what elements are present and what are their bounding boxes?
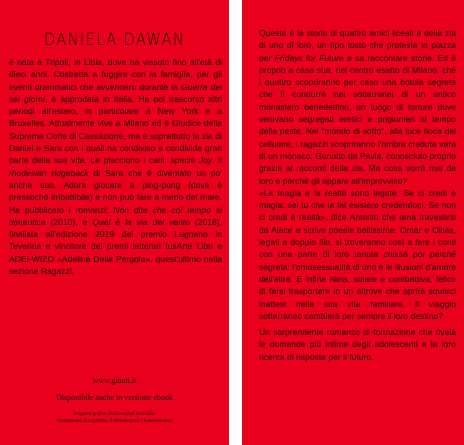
credit-cover: Illustrazione di copertina: © Shutterstock / Evannovostro [57,418,172,423]
bio-italic-book1: Non dite che col tempo si dimentica [9,204,223,227]
credits [0,410,229,424]
bio-text: è nata a Tripoli, in Libia, dove ha vissuto fino all'età di dieci anni. Costretta a fuggire con la famiglia, per gli eventi drammatici che avvennero durante la [9,57,222,92]
bio-text: , è approdata in Italia. Ha poi trascorso altri periodi all'estero, in particolare a New York e a Bruxelles. Attualmente vive a Milano ed è Giudice della Suprema Corte di Cassazione, ma è soprattutto la zia di Daniel e Sara con i quali ha condiviso e condivide gran parte della sua vita. Le piacciono i cani, specie [9,93,222,166]
bio-italic-book2: Qual è la via del vento [92,216,190,227]
synopsis-closing: Un sorprendente romanzo di formazione che rivela le domande più intime degli adolescenti e la loro ricerca di risposte per il futuro. [259,327,456,362]
bio-text: (2018), finalista all'edizione 2019 del premio Lugnano in Teverina e vincitore dei premi letterari IusArte Libri e ADEI-WIZO «Adelina Della Pergola», quest'ultimo nella sezione Ragazzi. [9,216,222,277]
author-name: DANIELA DAWAN [43,30,186,50]
bio-italic-breed: rhodesian ridgeback [9,167,89,178]
author-bio [9,56,222,277]
back-flap-left [0,0,229,445]
synopsis-text: e sa raccontare storie. Ed è proprio a casa sua, nel centro esatto di Milano, che i quattro scopriranno per caso una botola segreta che li condurrà nei sotterranei di un antico monastero benedettino, un luogo di torture dove venivano segregati eretici e prigionieri al tempo della peste. Nel "mondo di sotto", alla luce fioca del cellulare, i ragazzi scopriranno l'ombra creduta vera di un monaco: Gunotto da Pavia, conosciuto proprio grazie ai racconti della zia. Ma cosa vorrà mai da loro e perché gli appare all'improvviso? [259,52,456,186]
bio-text: di Sara che è diventato un po' anche suo. Adora giocare a ping-pong (dove è pressoché imbattibile) e non può fare a meno del mare. Ha pubblicato i romanzi: [9,167,222,215]
credit-design: Progetto grafico: Rocío Isabel González [73,411,156,416]
bio-text: , il [212,155,222,166]
page-gutter [229,0,242,445]
synopsis-text: Questa è la storia di quattro amici liceali e della zia di uno di loro, un tipo tosto che protesta in piazza per [259,28,456,63]
synopsis-text: «La magia e la realtà sono legate. Se ci credi è magia: sei tu che la fai esistere credendoci. Se non ci credi è realtà», dice Antonio che ama travestirsi da Aiace e scrive poesie bellissime. Omar e Olivia, legati a doppio filo, si troveranno così a fare i conti con una parte di loro tenuta [259,187,456,260]
synopsis-italic-fff: Fridays for Future [274,52,344,63]
synopsis [259,27,456,322]
bio-text: (2010), e [45,216,93,227]
synopsis-text: segreta: l'omosessualità di uno e le illusioni d'amore dell'altra. E infine Nina, solare e combattiva, felice di farsi trasportare in un altrove che aprirà squarci inattesi nella sua vita familiare. Il viaggio sotterraneo cambierà per sempre il loro destino? [259,261,456,321]
bio-italic-guerra: Guerra dei sei giorni [9,81,222,104]
bio-italic-joy: Joy [198,155,213,166]
back-flap-right [242,0,464,445]
ebook-notice: Disponibile anche in versione ebook [56,393,173,402]
publisher-website: www.giunti.it [92,376,137,385]
synopsis-italic-perche: chissà poi perché [383,249,457,260]
